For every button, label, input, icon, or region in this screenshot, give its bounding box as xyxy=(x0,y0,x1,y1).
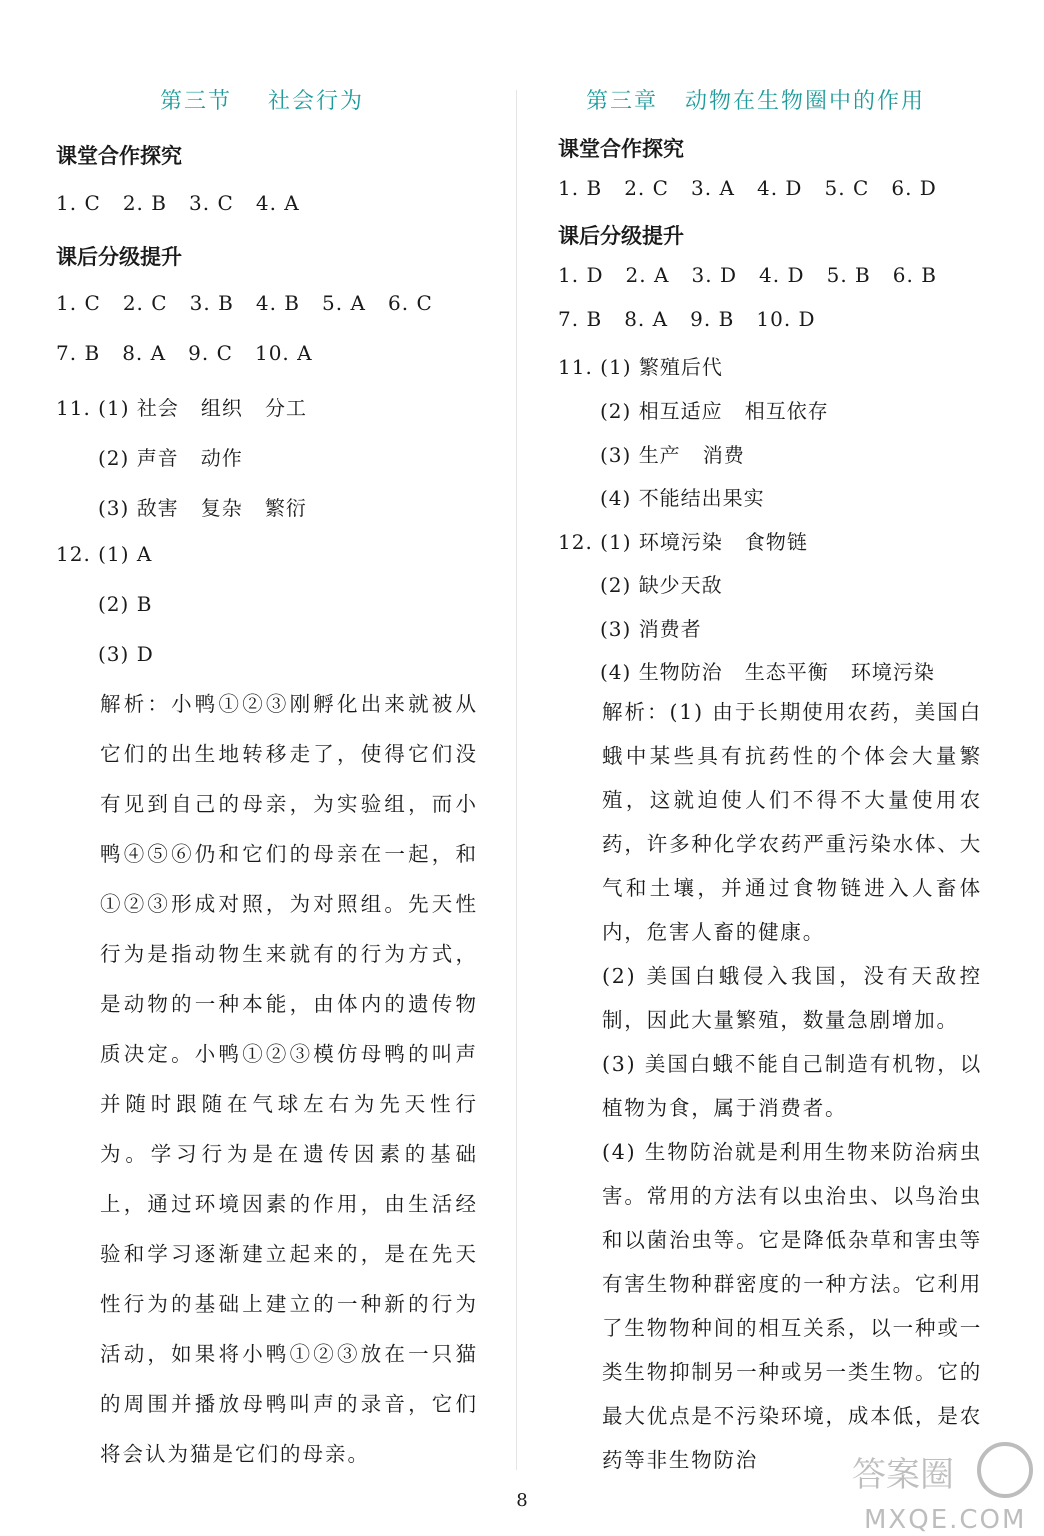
after-class-answers-1: 1. C 2. C 3. B 4. B 5. A 6. C xyxy=(56,291,433,315)
q12-part3: (3) D xyxy=(98,642,154,666)
after-class-answers-right-2: 7. B 8. A 9. B 10. D xyxy=(558,307,816,331)
watermark-site: MXQE.COM xyxy=(864,1505,1027,1535)
chapter-title xyxy=(586,84,925,115)
analysis-paragraph: 解析：小鸭①②③刚孵化出来就被从它们的出生地转移走了，使得它们没有见到自己的母亲，为实验组，而小鸭④⑤⑥仍和它们的母亲在一起，和①②③形成对照，为对照组。先天性行为是指动物生来就有的行为方式，是动物的一种本能，由体内的遗传物质决定。小鸭①②③模仿母鸭的叫声并随时跟随在气球左右为先天性行为。学习行为是在遗传因素的基础上，通过环境因素的作用，由生活经验和学习逐渐建立起来的，是在先天性行为的基础上建立的一种新的行为活动，如果将小鸭①②③放在一只猫的周围并播放母鸭叫声的录音，它们将会认为猫是它们的母亲。 xyxy=(100,692,478,1466)
q12-right-part2: (2) 缺少天敌 xyxy=(600,573,723,597)
watermark-text: 答案圈 xyxy=(852,1455,954,1495)
after-class-answers-2: 7. B 8. A 9. C 10. A xyxy=(56,341,313,365)
section-title xyxy=(160,84,364,115)
q11-part3: (3) 敌害 复杂 繁衍 xyxy=(98,496,307,520)
analysis-part1: 解析：(1) 由于长期使用农药，美国白蛾中某些具有抗药性的个体会大量繁殖，这就迫使人们不得不大量使用农药，许多种化学农药严重污染水体、大气和土壤，并通过食物链进入人畜体内，危害人畜的健康。 xyxy=(602,700,982,944)
after-class-answers-right-1: 1. D 2. A 3. D 4. D 5. B 6. B xyxy=(558,263,937,287)
section-name: 社会行为 xyxy=(268,89,365,114)
classroom-heading-right: 课堂合作探究 xyxy=(558,137,684,161)
after-class-heading-right: 课后分级提升 xyxy=(558,224,684,248)
chapter-name: 动物在生物圈中的作用 xyxy=(685,89,926,114)
q12-right-part4: (4) 生物防治 生态平衡 环境污染 xyxy=(600,660,935,684)
classroom-answers: 1. C 2. B 3. C 4. A xyxy=(56,191,300,215)
q11-right-part4: (4) 不能结出果实 xyxy=(600,486,765,510)
after-class-heading: 课后分级提升 xyxy=(56,245,182,269)
q11-right-part3: (3) 生产 消费 xyxy=(600,443,745,467)
analysis-part2: (2) 美国白蛾侵入我国，没有天敌控制，因此大量繁殖，数量急剧增加。 xyxy=(602,964,982,1032)
q11-part1: 11. (1) 社会 组织 分工 xyxy=(56,396,307,420)
classroom-heading: 课堂合作探究 xyxy=(56,144,182,168)
q12-right-part1: 12. (1) 环境污染 食物链 xyxy=(558,530,808,554)
watermark-logo xyxy=(842,1440,1042,1536)
section-number: 第三节 xyxy=(160,89,233,114)
page-number: 8 xyxy=(516,1490,528,1511)
analysis-part4: (4) 生物防治就是利用生物来防治病虫害。常用的方法有以虫治虫、以鸟治虫和以菌治虫等。它是降低杂草和害虫等有害生物种群密度的一种方法。它利用了生物物种间的相互关系，以一种或一类生物抑制另一种或另一类生物。它的最大优点是不污染环境，成本低，是农药等非生物防治 xyxy=(602,1140,982,1472)
classroom-answers-right: 1. B 2. C 3. A 4. D 5. C 6. D xyxy=(558,176,937,200)
q12-part1: 12. (1) A xyxy=(56,542,153,566)
q12-part2: (2) B xyxy=(98,592,153,616)
q11-right-part2: (2) 相互适应 相互依存 xyxy=(600,399,829,423)
column-divider xyxy=(516,90,517,1470)
analysis-part3: (3) 美国白蛾不能自己制造有机物，以植物为食，属于消费者。 xyxy=(602,1052,982,1120)
chapter-number: 第三章 xyxy=(586,89,659,114)
q12-right-part3: (3) 消费者 xyxy=(600,617,702,641)
q11-right-part1: 11. (1) 繁殖后代 xyxy=(558,355,723,379)
q11-part2: (2) 声音 动作 xyxy=(98,446,243,470)
